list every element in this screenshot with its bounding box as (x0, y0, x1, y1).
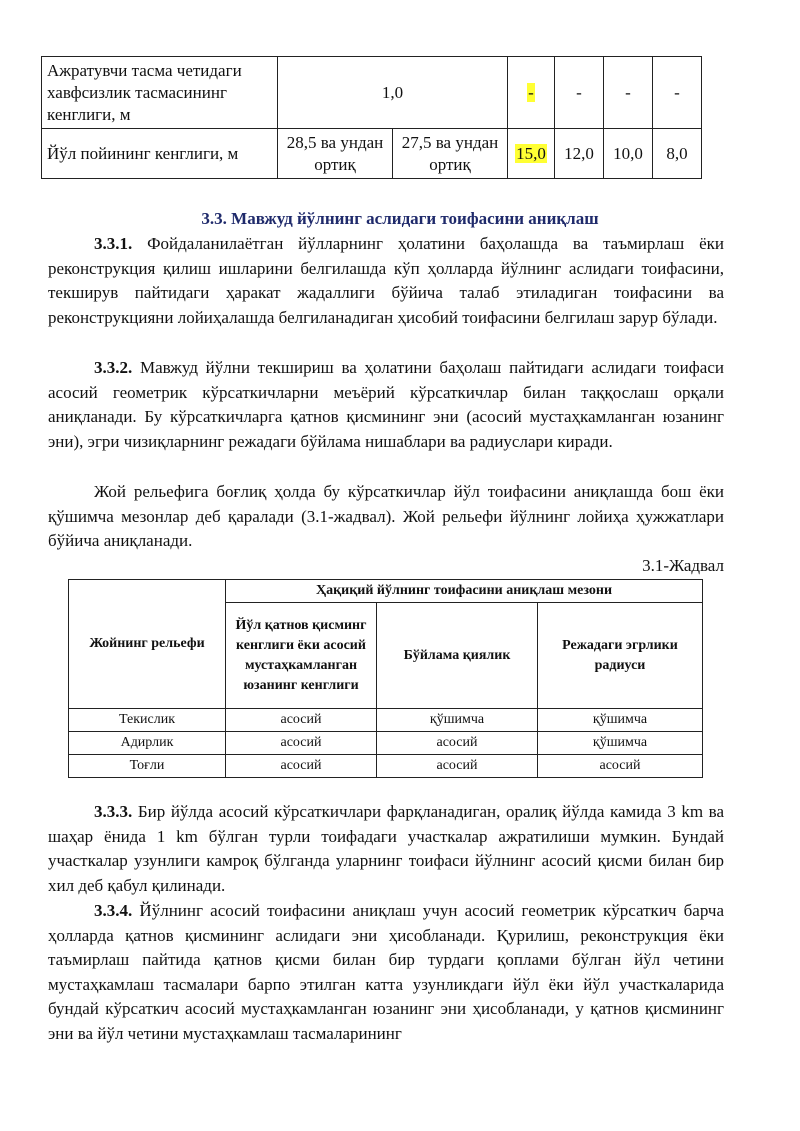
table-cell: қўшимча (538, 709, 703, 732)
section-heading: 3.3. Мавжуд йўлнинг аслидаги тоифасини аниқлаш (201, 209, 599, 228)
table-cell: 12,0 (555, 129, 604, 179)
table-cell: асосий (377, 755, 538, 778)
highlighted-value: 15,0 (516, 143, 546, 163)
table-cell: қўшимча (377, 709, 538, 732)
merged-cell: 1,0 (278, 57, 508, 129)
paragraph-number: 3.3.3. (94, 802, 133, 821)
table-row (42, 129, 702, 179)
row-label: Йўл пойининг кенглиги, м (42, 129, 278, 179)
table-cell (508, 57, 555, 129)
table-cell: асосий (538, 755, 703, 778)
table-caption: 3.1-Жадвал (642, 556, 724, 575)
table-row (69, 755, 703, 778)
paragraph-text: Фойдаланилаётган йўлларнинг ҳолатини баҳолашда ва таъмирлаш ёки реконструкция қилиш ишларини белгилашда кўп ҳолларда йўлнинг аслидаги тоифасини, текширув пайтидаги ҳаракат жадаллиги бўйича талаб этиладиган тоифасини ва реконструкцияни лойиҳалашда белгиланадиган ҳисобий тоифасини белгилаш зарур бўлади. (48, 234, 724, 327)
table-cell: Тоғли (69, 755, 226, 778)
paragraph-relief: Жой рельефига боғлиқ ҳолда бу кўрсаткичлар йўл тоифасини аниқлашда бош ёки қўшимча мезонлар деб қаралади (3.1-жадвал). Жой рельефи йўлнинг лойиҳа ҳужжатлари бўйича аниқланади. (48, 482, 724, 551)
table-cell: Адирлик (69, 732, 226, 755)
paragraph-3-3-1 (48, 232, 724, 330)
group-header: Ҳақиқий йўлнинг тоифасини аниқлаш мезони (226, 580, 703, 603)
table-header-row (69, 580, 703, 603)
table-cell: 10,0 (604, 129, 653, 179)
column-header: Йўл қатнов қисминг кенглиги ёки асосий мустаҳкамланган юзанинг кенглиги (226, 603, 377, 709)
column-header: Режадаги эгрлики радиуси (538, 603, 703, 709)
table-cell: - (604, 57, 653, 129)
table-cell: асосий (226, 732, 377, 755)
paragraph-text: Бир йўлда асосий кўрсаткичлари фарқланадиган, оралиқ йўлда камида 3 km ва шаҳар ёнида 1 km бўлган турли тоифадаги участкалар ажратилиши мумкин. Бундай участкалар узунлиги камроқ бўлганда уларнинг тоифаси йўлнинг асосий қисми билан бир хил деб қабул қилинади. (48, 802, 724, 895)
paragraph-3-3-3 (48, 800, 724, 898)
table-cell: асосий (226, 755, 377, 778)
column-header: Бўйлама қиялик (377, 603, 538, 709)
table-row (69, 732, 703, 755)
highlighted-value: - (528, 82, 534, 102)
paragraph-3-3-2 (48, 356, 724, 454)
table-cell: қўшимча (538, 732, 703, 755)
paragraph-number: 3.3.2. (94, 358, 133, 377)
table-cell: 27,5 ва ундан ортиқ (393, 129, 508, 179)
table-cell: - (653, 57, 702, 129)
table-cell: асосий (377, 732, 538, 755)
paragraph-number: 3.3.4. (94, 901, 133, 920)
row-label: Ажратувчи тасма четидаги хавфсизлик тасмасининг кенглиги, м (42, 57, 278, 129)
road-width-table (41, 56, 702, 179)
table-row (69, 709, 703, 732)
table-cell: 8,0 (653, 129, 702, 179)
column-header: Жойнинг рельефи (69, 580, 226, 709)
table-cell: Текислик (69, 709, 226, 732)
table-cell: - (555, 57, 604, 129)
category-criteria-table (68, 579, 703, 778)
paragraph-text: Йўлнинг асосий тоифасини аниқлаш учун асосий геометрик кўрсаткич барча ҳолларда қатнов қисмининг аслидаги эни ҳисобланади. Қурилиш, реконструкция ёки таъмирлаш пайтида қатнов қисми билан бир турдаги қоплами бўлган йўл четини мустаҳкамлаш тасмалари барпо этилган катта узунликдаги йўл ёки йўл участкаларида бундай кўрсаткич асосий мустаҳкамланган юзанинг эни ҳисобланади, у қатнов қисмининг эни ва йўл четини мустаҳкамлаш тасмаларининг (48, 901, 724, 1043)
paragraph-number: 3.3.1. (94, 234, 133, 253)
table-cell: 28,5 ва ундан ортиқ (278, 129, 393, 179)
paragraph-3-3-4 (48, 899, 724, 1047)
table-cell: асосий (226, 709, 377, 732)
table-cell (508, 129, 555, 179)
paragraph-text: Мавжуд йўлни текшириш ва ҳолатини баҳолаш пайтидаги аслидаги тоифаси асосий геометрик кўрсаткичларни меъёрий кўрсаткичлар билан таққослаш орқали аниқланади. Бу кўрсаткичларга қатнов қисмининг эни (асосий мустаҳкамланган юзанинг эни), эгри чизиқларнинг режадаги бўйлама нишаблари ва радиуслари киради. (48, 358, 724, 451)
table-row (42, 57, 702, 129)
